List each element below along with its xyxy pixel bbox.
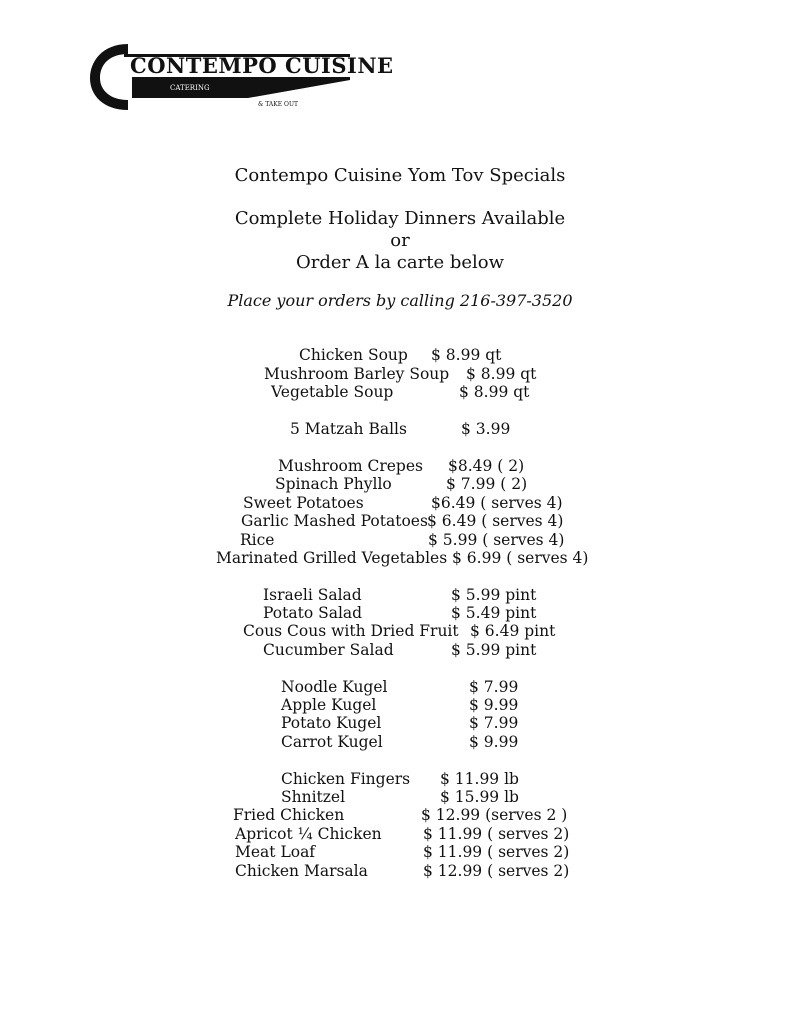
subtitle-line-3: Order A la carte below xyxy=(296,252,504,273)
logo-catering-text: CATERING xyxy=(170,84,210,92)
menu-item-price: $ 11.99 lb xyxy=(440,770,519,788)
menu-item-price: $ 9.99 xyxy=(469,733,519,751)
subtitle-line-2: or xyxy=(390,230,410,251)
menu-item-name: Spinach Phyllo xyxy=(275,475,392,493)
menu-item-name: Mushroom Barley Soup xyxy=(264,365,450,383)
menu-item-name: Marinated Grilled Vegetables xyxy=(216,549,448,567)
menu-item-name: Apple Kugel xyxy=(281,696,377,714)
menu-item-price: $6.49 ( serves 4) xyxy=(431,494,563,512)
menu-item-name: 5 Matzah Balls xyxy=(290,420,407,438)
menu-item-name: Carrot Kugel xyxy=(281,733,383,751)
menu-item-price: $ 11.99 ( serves 2) xyxy=(423,825,570,843)
subtitle-line-1: Complete Holiday Dinners Available xyxy=(234,208,566,229)
menu-item-price: $ 3.99 xyxy=(461,420,511,438)
menu-item-price: $ 8.99 qt xyxy=(466,365,537,383)
menu-item-name: Cucumber Salad xyxy=(263,641,394,659)
brand-logo xyxy=(88,40,394,112)
logo-takeout-text: & TAKE OUT xyxy=(258,101,299,108)
menu-item-price: $ 5.99 pint xyxy=(451,586,537,604)
menu-item-name: Noodle Kugel xyxy=(281,678,388,696)
menu-item-name: Chicken Marsala xyxy=(235,862,368,880)
menu-item-price: $ 6.49 pint xyxy=(470,622,556,640)
menu-item-price: $ 6.49 ( serves 4) xyxy=(427,512,564,530)
menu-item-price: $ 12.99 (serves 2 ) xyxy=(421,806,568,824)
menu-item-name: Shnitzel xyxy=(281,788,346,806)
menu-item-price: $ 7.99 xyxy=(469,714,519,732)
menu-item-name: Israeli Salad xyxy=(263,586,362,604)
menu-item-price: $ 7.99 xyxy=(469,678,519,696)
menu-item-name: Chicken Fingers xyxy=(281,770,411,788)
menu-item-price: $ 6.99 ( serves 4) xyxy=(452,549,589,567)
menu-item-price: $8.49 ( 2) xyxy=(448,457,525,475)
menu-item-price: $ 12.99 ( serves 2) xyxy=(423,862,570,880)
menu-item-price: $ 9.99 xyxy=(469,696,519,714)
menu-item-name: Apricot ¼ Chicken xyxy=(235,825,382,843)
menu-item-name: Vegetable Soup xyxy=(271,383,394,401)
menu-item-name: Potato Salad xyxy=(263,604,363,622)
menu-item-price: $ 5.49 pint xyxy=(451,604,537,622)
menu-item-name: Chicken Soup xyxy=(299,346,408,364)
menu-item-name: Meat Loaf xyxy=(235,843,316,861)
order-phone-note: Place your orders by calling 216-397-3520 xyxy=(227,291,573,310)
menu-item-price: $ 5.99 ( serves 4) xyxy=(428,531,565,549)
menu-item-name: Fried Chicken xyxy=(233,806,345,824)
menu-item-name: Cous Cous with Dried Fruit xyxy=(243,622,459,640)
menu-item-price: $ 8.99 qt xyxy=(431,346,502,364)
menu-item-price: $ 15.99 lb xyxy=(440,788,519,806)
menu-item-price: $ 11.99 ( serves 2) xyxy=(423,843,570,861)
menu-item-name: Sweet Potatoes xyxy=(243,494,364,512)
menu-item-name: Rice xyxy=(240,531,275,549)
menu-item-price: $ 8.99 qt xyxy=(459,383,530,401)
menu-item-name: Garlic Mashed Potatoes xyxy=(241,512,428,530)
menu-item-name: Mushroom Crepes xyxy=(278,457,423,475)
page-title: Contempo Cuisine Yom Tov Specials xyxy=(234,165,566,186)
logo-brand-text: CONTEMPO CUISINE xyxy=(130,53,394,78)
menu-item-name: Potato Kugel xyxy=(281,714,382,732)
menu-item-price: $ 5.99 pint xyxy=(451,641,537,659)
menu-item-price: $ 7.99 ( 2) xyxy=(446,475,528,493)
